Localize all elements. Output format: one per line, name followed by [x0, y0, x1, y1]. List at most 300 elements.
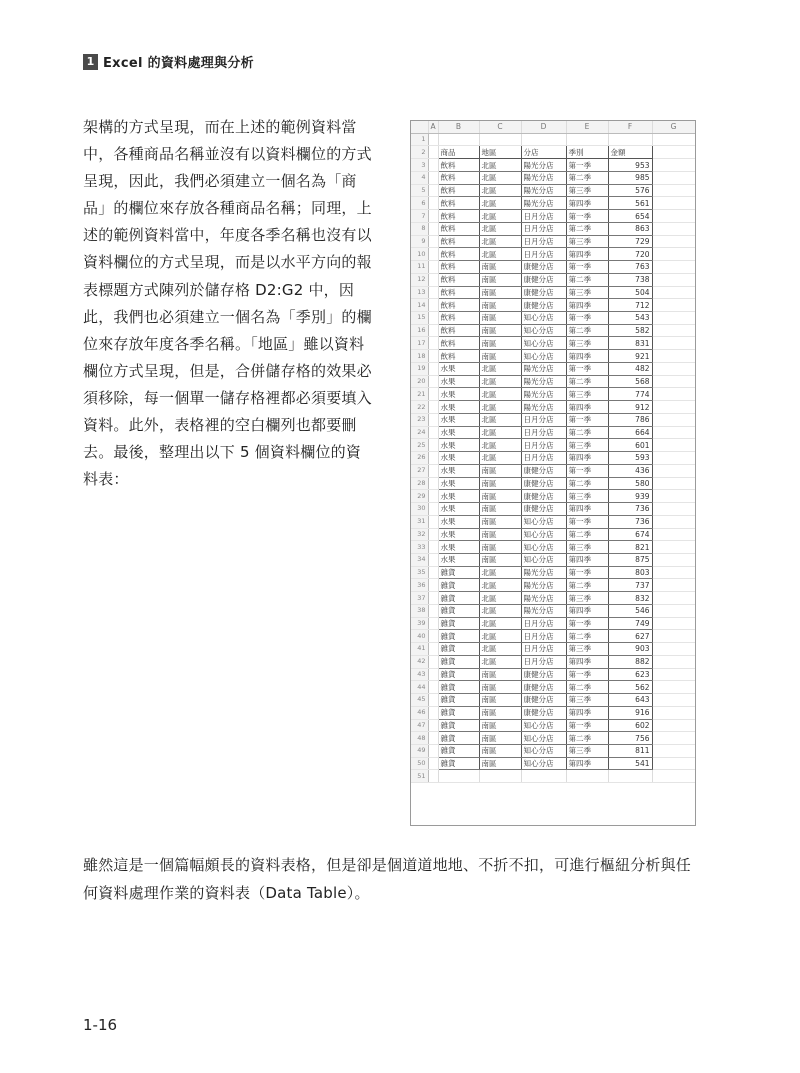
data-cell[interactable]: 第二季: [566, 222, 608, 235]
sheet-cell[interactable]: [428, 503, 438, 516]
data-cell[interactable]: 729: [608, 235, 652, 248]
data-cell[interactable]: 第四季: [566, 401, 608, 414]
sheet-cell[interactable]: [428, 770, 438, 783]
sheet-cell[interactable]: [428, 452, 438, 465]
data-cell[interactable]: 雜貨: [438, 757, 479, 770]
data-cell[interactable]: 第一季: [566, 515, 608, 528]
column-header-cell[interactable]: 分店: [521, 146, 566, 159]
sheet-cell[interactable]: [428, 197, 438, 210]
row-number[interactable]: 17: [411, 337, 428, 350]
data-cell[interactable]: 康健分店: [521, 668, 566, 681]
sheet-cell[interactable]: [428, 299, 438, 312]
data-cell[interactable]: 日月分店: [521, 630, 566, 643]
data-cell[interactable]: 北區: [479, 362, 521, 375]
row-number[interactable]: 27: [411, 464, 428, 477]
data-cell[interactable]: 雜貨: [438, 719, 479, 732]
data-cell[interactable]: 飲料: [438, 184, 479, 197]
data-cell[interactable]: 陽光分店: [521, 159, 566, 172]
sheet-cell[interactable]: [428, 604, 438, 617]
data-cell[interactable]: 知心分店: [521, 732, 566, 745]
sheet-cell[interactable]: [652, 146, 695, 159]
column-letter[interactable]: A: [428, 121, 438, 133]
sheet-cell[interactable]: [566, 770, 608, 783]
data-cell[interactable]: 康健分店: [521, 299, 566, 312]
sheet-cell[interactable]: [652, 515, 695, 528]
data-cell[interactable]: 第三季: [566, 744, 608, 757]
data-cell[interactable]: 水果: [438, 503, 479, 516]
sheet-cell[interactable]: [428, 261, 438, 274]
column-letter[interactable]: C: [479, 121, 521, 133]
data-cell[interactable]: 831: [608, 337, 652, 350]
data-cell[interactable]: 知心分店: [521, 541, 566, 554]
data-cell[interactable]: 康健分店: [521, 273, 566, 286]
data-cell[interactable]: 水果: [438, 375, 479, 388]
sheet-cell[interactable]: [428, 235, 438, 248]
row-number[interactable]: 16: [411, 324, 428, 337]
data-cell[interactable]: 知心分店: [521, 350, 566, 363]
data-cell[interactable]: 陽光分店: [521, 579, 566, 592]
sheet-cell[interactable]: [652, 299, 695, 312]
data-cell[interactable]: 939: [608, 490, 652, 503]
data-cell[interactable]: 日月分店: [521, 222, 566, 235]
data-cell[interactable]: 水果: [438, 426, 479, 439]
row-number[interactable]: 43: [411, 668, 428, 681]
data-cell[interactable]: 543: [608, 312, 652, 325]
sheet-cell[interactable]: [652, 490, 695, 503]
sheet-cell[interactable]: [652, 426, 695, 439]
data-cell[interactable]: 第二季: [566, 273, 608, 286]
sheet-cell[interactable]: [652, 324, 695, 337]
sheet-cell[interactable]: [652, 630, 695, 643]
sheet-cell[interactable]: [428, 350, 438, 363]
data-cell[interactable]: 知心分店: [521, 757, 566, 770]
data-cell[interactable]: 541: [608, 757, 652, 770]
data-cell[interactable]: 雜貨: [438, 630, 479, 643]
data-cell[interactable]: 811: [608, 744, 652, 757]
data-cell[interactable]: 第一季: [566, 566, 608, 579]
data-cell[interactable]: 水果: [438, 439, 479, 452]
data-cell[interactable]: 921: [608, 350, 652, 363]
sheet-cell[interactable]: [521, 770, 566, 783]
sheet-cell[interactable]: [652, 350, 695, 363]
data-cell[interactable]: 北區: [479, 566, 521, 579]
data-cell[interactable]: 雜貨: [438, 681, 479, 694]
sheet-cell[interactable]: [428, 579, 438, 592]
data-cell[interactable]: 756: [608, 732, 652, 745]
data-cell[interactable]: 康健分店: [521, 261, 566, 274]
sheet-cell[interactable]: [652, 655, 695, 668]
data-cell[interactable]: 882: [608, 655, 652, 668]
data-cell[interactable]: 北區: [479, 222, 521, 235]
data-cell[interactable]: 雜貨: [438, 643, 479, 656]
sheet-cell[interactable]: [428, 566, 438, 579]
row-number[interactable]: 19: [411, 362, 428, 375]
data-cell[interactable]: 546: [608, 604, 652, 617]
data-cell[interactable]: 912: [608, 401, 652, 414]
data-cell[interactable]: 580: [608, 477, 652, 490]
sheet-cell[interactable]: [652, 617, 695, 630]
data-cell[interactable]: 南區: [479, 299, 521, 312]
data-cell[interactable]: 第二季: [566, 630, 608, 643]
data-cell[interactable]: 陽光分店: [521, 375, 566, 388]
sheet-cell[interactable]: [428, 694, 438, 707]
data-cell[interactable]: 第一季: [566, 719, 608, 732]
data-cell[interactable]: 水果: [438, 362, 479, 375]
data-cell[interactable]: 903: [608, 643, 652, 656]
row-number[interactable]: 50: [411, 757, 428, 770]
sheet-cell[interactable]: [428, 477, 438, 490]
data-cell[interactable]: 南區: [479, 757, 521, 770]
data-cell[interactable]: 康健分店: [521, 694, 566, 707]
sheet-cell[interactable]: [428, 133, 438, 146]
data-cell[interactable]: 陽光分店: [521, 362, 566, 375]
sheet-cell[interactable]: [428, 515, 438, 528]
data-cell[interactable]: 576: [608, 184, 652, 197]
data-cell[interactable]: 720: [608, 248, 652, 261]
data-cell[interactable]: 803: [608, 566, 652, 579]
row-number[interactable]: 3: [411, 159, 428, 172]
data-cell[interactable]: 第四季: [566, 299, 608, 312]
row-number[interactable]: 10: [411, 248, 428, 261]
sheet-cell[interactable]: [428, 681, 438, 694]
column-letter[interactable]: F: [608, 121, 652, 133]
data-cell[interactable]: 日月分店: [521, 452, 566, 465]
sheet-cell[interactable]: [566, 133, 608, 146]
data-cell[interactable]: 北區: [479, 197, 521, 210]
sheet-cell[interactable]: [428, 413, 438, 426]
row-number[interactable]: 30: [411, 503, 428, 516]
sheet-cell[interactable]: [428, 490, 438, 503]
corner-cell[interactable]: [411, 121, 428, 133]
data-cell[interactable]: 飲料: [438, 312, 479, 325]
sheet-cell[interactable]: [438, 133, 479, 146]
sheet-cell[interactable]: [479, 770, 521, 783]
row-number[interactable]: 51: [411, 770, 428, 783]
data-cell[interactable]: 南區: [479, 286, 521, 299]
data-cell[interactable]: 南區: [479, 732, 521, 745]
sheet-cell[interactable]: [428, 464, 438, 477]
data-cell[interactable]: 第三季: [566, 388, 608, 401]
data-cell[interactable]: 知心分店: [521, 324, 566, 337]
sheet-cell[interactable]: [652, 604, 695, 617]
column-header-cell[interactable]: 商品: [438, 146, 479, 159]
row-number[interactable]: 8: [411, 222, 428, 235]
sheet-cell[interactable]: [652, 528, 695, 541]
row-number[interactable]: 45: [411, 694, 428, 707]
data-cell[interactable]: 雜貨: [438, 694, 479, 707]
data-cell[interactable]: 南區: [479, 477, 521, 490]
data-cell[interactable]: 南區: [479, 719, 521, 732]
sheet-cell[interactable]: [479, 133, 521, 146]
data-cell[interactable]: 568: [608, 375, 652, 388]
data-cell[interactable]: 第二季: [566, 681, 608, 694]
data-cell[interactable]: 562: [608, 681, 652, 694]
row-number[interactable]: 35: [411, 566, 428, 579]
data-cell[interactable]: 日月分店: [521, 643, 566, 656]
sheet-cell[interactable]: [428, 757, 438, 770]
sheet-cell[interactable]: [652, 694, 695, 707]
data-cell[interactable]: 雜貨: [438, 617, 479, 630]
data-cell[interactable]: 953: [608, 159, 652, 172]
sheet-cell[interactable]: [652, 464, 695, 477]
data-cell[interactable]: 北區: [479, 579, 521, 592]
sheet-cell[interactable]: [428, 655, 438, 668]
row-number[interactable]: 12: [411, 273, 428, 286]
data-cell[interactable]: 第三季: [566, 643, 608, 656]
data-cell[interactable]: 786: [608, 413, 652, 426]
row-number[interactable]: 33: [411, 541, 428, 554]
data-cell[interactable]: 飲料: [438, 248, 479, 261]
data-cell[interactable]: 第三季: [566, 235, 608, 248]
sheet-cell[interactable]: [428, 337, 438, 350]
sheet-cell[interactable]: [428, 668, 438, 681]
data-cell[interactable]: 第二季: [566, 171, 608, 184]
sheet-cell[interactable]: [652, 197, 695, 210]
sheet-cell[interactable]: [652, 184, 695, 197]
data-cell[interactable]: 飲料: [438, 261, 479, 274]
data-cell[interactable]: 南區: [479, 528, 521, 541]
sheet-cell[interactable]: [428, 388, 438, 401]
sheet-cell[interactable]: [652, 312, 695, 325]
data-cell[interactable]: 日月分店: [521, 235, 566, 248]
row-number[interactable]: 25: [411, 439, 428, 452]
data-cell[interactable]: 水果: [438, 528, 479, 541]
sheet-cell[interactable]: [428, 362, 438, 375]
row-number[interactable]: 49: [411, 744, 428, 757]
row-number[interactable]: 39: [411, 617, 428, 630]
data-cell[interactable]: 第三季: [566, 490, 608, 503]
data-cell[interactable]: 康健分店: [521, 464, 566, 477]
data-cell[interactable]: 康健分店: [521, 477, 566, 490]
data-cell[interactable]: 南區: [479, 490, 521, 503]
sheet-cell[interactable]: [652, 413, 695, 426]
row-number[interactable]: 44: [411, 681, 428, 694]
data-cell[interactable]: 南區: [479, 350, 521, 363]
sheet-cell[interactable]: [428, 286, 438, 299]
data-cell[interactable]: 南區: [479, 694, 521, 707]
sheet-cell[interactable]: [428, 401, 438, 414]
data-cell[interactable]: 第二季: [566, 426, 608, 439]
row-number[interactable]: 2: [411, 146, 428, 159]
data-cell[interactable]: 601: [608, 439, 652, 452]
data-cell[interactable]: 北區: [479, 439, 521, 452]
data-cell[interactable]: 北區: [479, 401, 521, 414]
data-cell[interactable]: 第四季: [566, 503, 608, 516]
data-cell[interactable]: 日月分店: [521, 439, 566, 452]
data-cell[interactable]: 雜貨: [438, 706, 479, 719]
data-cell[interactable]: 832: [608, 592, 652, 605]
data-cell[interactable]: 第三季: [566, 592, 608, 605]
data-cell[interactable]: 南區: [479, 464, 521, 477]
data-cell[interactable]: 知心分店: [521, 515, 566, 528]
data-cell[interactable]: 飲料: [438, 197, 479, 210]
data-cell[interactable]: 第一季: [566, 312, 608, 325]
sheet-cell[interactable]: [428, 528, 438, 541]
sheet-cell[interactable]: [652, 719, 695, 732]
data-cell[interactable]: 738: [608, 273, 652, 286]
data-cell[interactable]: 第三季: [566, 694, 608, 707]
data-cell[interactable]: 飲料: [438, 222, 479, 235]
data-cell[interactable]: 北區: [479, 592, 521, 605]
data-cell[interactable]: 知心分店: [521, 719, 566, 732]
data-cell[interactable]: 643: [608, 694, 652, 707]
data-cell[interactable]: 康健分店: [521, 681, 566, 694]
data-cell[interactable]: 雜貨: [438, 744, 479, 757]
data-cell[interactable]: 712: [608, 299, 652, 312]
data-cell[interactable]: 737: [608, 579, 652, 592]
row-number[interactable]: 1: [411, 133, 428, 146]
data-cell[interactable]: 陽光分店: [521, 604, 566, 617]
sheet-cell[interactable]: [652, 401, 695, 414]
sheet-cell[interactable]: [652, 744, 695, 757]
data-cell[interactable]: 北區: [479, 184, 521, 197]
data-cell[interactable]: 北區: [479, 426, 521, 439]
data-cell[interactable]: 第四季: [566, 248, 608, 261]
data-cell[interactable]: 水果: [438, 490, 479, 503]
data-cell[interactable]: 北區: [479, 388, 521, 401]
sheet-cell[interactable]: [428, 248, 438, 261]
column-header-cell[interactable]: 地區: [479, 146, 521, 159]
data-cell[interactable]: 知心分店: [521, 337, 566, 350]
data-cell[interactable]: 582: [608, 324, 652, 337]
sheet-cell[interactable]: [652, 477, 695, 490]
data-cell[interactable]: 736: [608, 503, 652, 516]
data-cell[interactable]: 南區: [479, 553, 521, 566]
data-cell[interactable]: 第一季: [566, 159, 608, 172]
data-cell[interactable]: 水果: [438, 452, 479, 465]
row-number[interactable]: 7: [411, 210, 428, 223]
data-cell[interactable]: 水果: [438, 401, 479, 414]
sheet-cell[interactable]: [652, 375, 695, 388]
data-cell[interactable]: 654: [608, 210, 652, 223]
data-cell[interactable]: 雜貨: [438, 566, 479, 579]
data-cell[interactable]: 陽光分店: [521, 388, 566, 401]
data-cell[interactable]: 康健分店: [521, 286, 566, 299]
row-number[interactable]: 15: [411, 312, 428, 325]
sheet-cell[interactable]: [428, 732, 438, 745]
row-number[interactable]: 11: [411, 261, 428, 274]
data-cell[interactable]: 第四季: [566, 604, 608, 617]
data-cell[interactable]: 南區: [479, 273, 521, 286]
sheet-cell[interactable]: [652, 643, 695, 656]
data-cell[interactable]: 陽光分店: [521, 566, 566, 579]
data-cell[interactable]: 482: [608, 362, 652, 375]
data-cell[interactable]: 北區: [479, 655, 521, 668]
data-cell[interactable]: 陽光分店: [521, 171, 566, 184]
sheet-cell[interactable]: [428, 273, 438, 286]
data-cell[interactable]: 飲料: [438, 350, 479, 363]
data-cell[interactable]: 第一季: [566, 464, 608, 477]
data-cell[interactable]: 雜貨: [438, 592, 479, 605]
sheet-cell[interactable]: [652, 235, 695, 248]
data-cell[interactable]: 康健分店: [521, 503, 566, 516]
data-cell[interactable]: 南區: [479, 668, 521, 681]
row-number[interactable]: 28: [411, 477, 428, 490]
data-cell[interactable]: 第四季: [566, 452, 608, 465]
row-number[interactable]: 31: [411, 515, 428, 528]
sheet-cell[interactable]: [428, 706, 438, 719]
data-cell[interactable]: 雜貨: [438, 655, 479, 668]
data-cell[interactable]: 南區: [479, 324, 521, 337]
data-cell[interactable]: 第四季: [566, 757, 608, 770]
data-cell[interactable]: 593: [608, 452, 652, 465]
data-cell[interactable]: 第三季: [566, 541, 608, 554]
sheet-cell[interactable]: [652, 273, 695, 286]
column-letter[interactable]: E: [566, 121, 608, 133]
sheet-cell[interactable]: [438, 770, 479, 783]
data-cell[interactable]: 陽光分店: [521, 401, 566, 414]
sheet-cell[interactable]: [652, 503, 695, 516]
data-cell[interactable]: 雜貨: [438, 732, 479, 745]
data-cell[interactable]: 南區: [479, 503, 521, 516]
sheet-cell[interactable]: [428, 617, 438, 630]
row-number[interactable]: 4: [411, 171, 428, 184]
sheet-cell[interactable]: [652, 770, 695, 783]
data-cell[interactable]: 水果: [438, 553, 479, 566]
data-cell[interactable]: 陽光分店: [521, 197, 566, 210]
sheet-cell[interactable]: [652, 133, 695, 146]
sheet-cell[interactable]: [652, 210, 695, 223]
data-cell[interactable]: 康健分店: [521, 490, 566, 503]
data-cell[interactable]: 627: [608, 630, 652, 643]
data-cell[interactable]: 北區: [479, 171, 521, 184]
sheet-cell[interactable]: [428, 146, 438, 159]
data-cell[interactable]: 知心分店: [521, 528, 566, 541]
data-cell[interactable]: 第一季: [566, 668, 608, 681]
data-cell[interactable]: 水果: [438, 388, 479, 401]
sheet-cell[interactable]: [428, 744, 438, 757]
data-cell[interactable]: 第一季: [566, 261, 608, 274]
row-number[interactable]: 5: [411, 184, 428, 197]
data-cell[interactable]: 水果: [438, 477, 479, 490]
row-number[interactable]: 42: [411, 655, 428, 668]
sheet-cell[interactable]: [428, 324, 438, 337]
row-number[interactable]: 40: [411, 630, 428, 643]
data-cell[interactable]: 第三季: [566, 337, 608, 350]
data-cell[interactable]: 第二季: [566, 477, 608, 490]
row-number[interactable]: 34: [411, 553, 428, 566]
sheet-cell[interactable]: [652, 439, 695, 452]
row-number[interactable]: 29: [411, 490, 428, 503]
data-cell[interactable]: 飲料: [438, 286, 479, 299]
data-cell[interactable]: 北區: [479, 604, 521, 617]
sheet-cell[interactable]: [428, 541, 438, 554]
data-cell[interactable]: 康健分店: [521, 706, 566, 719]
data-cell[interactable]: 北區: [479, 159, 521, 172]
data-cell[interactable]: 北區: [479, 643, 521, 656]
sheet-cell[interactable]: [428, 375, 438, 388]
row-number[interactable]: 22: [411, 401, 428, 414]
sheet-cell[interactable]: [428, 719, 438, 732]
data-cell[interactable]: 雜貨: [438, 668, 479, 681]
row-number[interactable]: 48: [411, 732, 428, 745]
data-cell[interactable]: 第一季: [566, 617, 608, 630]
sheet-cell[interactable]: [652, 668, 695, 681]
sheet-cell[interactable]: [652, 757, 695, 770]
sheet-cell[interactable]: [652, 286, 695, 299]
data-cell[interactable]: 第二季: [566, 324, 608, 337]
sheet-cell[interactable]: [428, 210, 438, 223]
data-cell[interactable]: 南區: [479, 261, 521, 274]
sheet-cell[interactable]: [428, 159, 438, 172]
data-cell[interactable]: 916: [608, 706, 652, 719]
sheet-cell[interactable]: [652, 706, 695, 719]
sheet-cell[interactable]: [428, 171, 438, 184]
sheet-cell[interactable]: [652, 541, 695, 554]
column-letter[interactable]: B: [438, 121, 479, 133]
data-cell[interactable]: 日月分店: [521, 413, 566, 426]
data-cell[interactable]: 第四季: [566, 655, 608, 668]
